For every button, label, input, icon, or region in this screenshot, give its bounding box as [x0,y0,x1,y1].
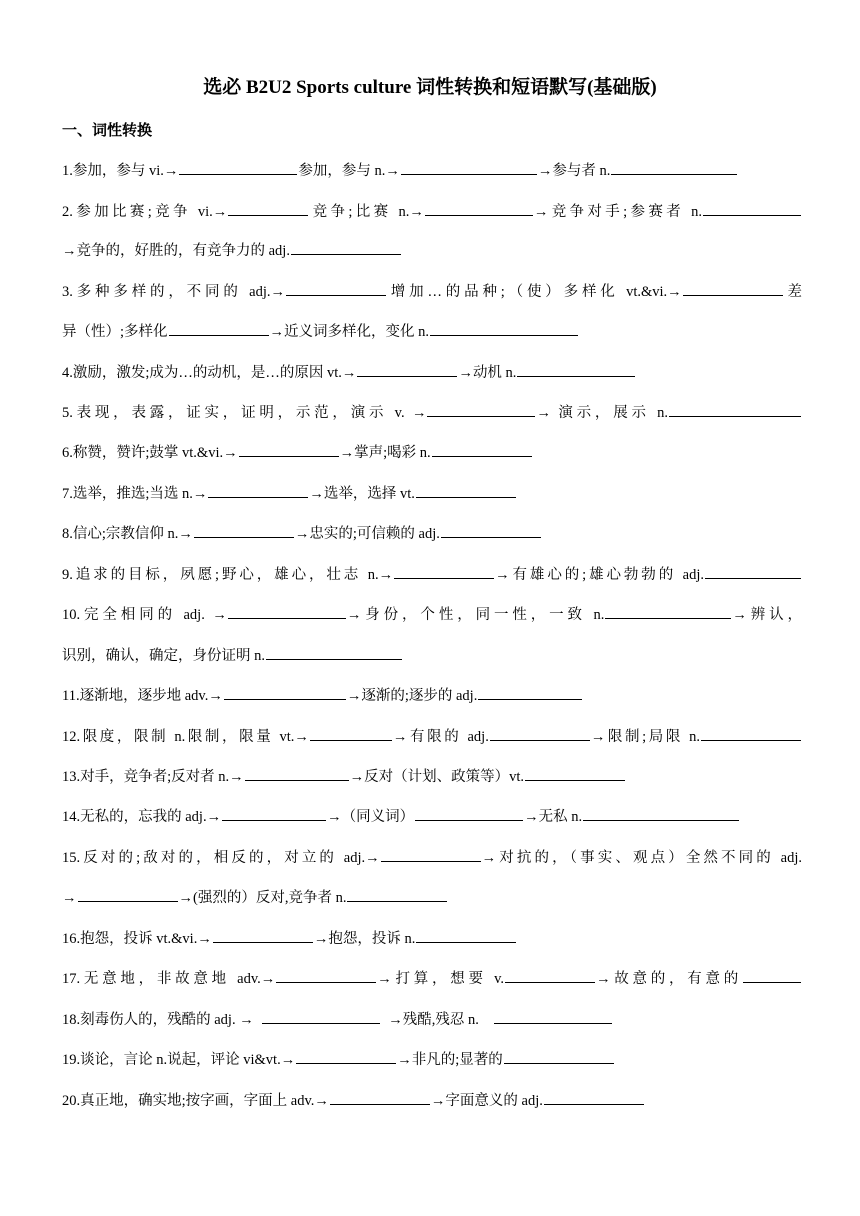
answer-blank[interactable] [357,362,457,377]
answer-blank[interactable] [478,685,582,700]
item-10: 10.完全相同的 adj. → →身份，个性，同一性，一致 n. →辨认， [62,604,802,625]
item-12: 12.限度，限制 n.限制，限量 vt.→ →有限的 adj. →限制;局限 n. [62,726,802,747]
answer-blank[interactable] [330,1090,430,1105]
answer-blank[interactable] [416,483,516,498]
answer-blank[interactable] [494,1009,612,1024]
answer-blank[interactable] [266,645,402,660]
answer-blank[interactable] [525,766,625,781]
answer-blank[interactable] [416,928,516,943]
item-16: 16.抱怨，投诉 vt.&vi.→ →抱怨，投诉 n. [62,928,802,949]
answer-blank[interactable] [427,402,535,417]
answer-blank[interactable] [291,240,401,255]
item-14: 14.无私的，忘我的 adj.→ →（同义词） →无私 n. [62,806,802,827]
answer-blank[interactable] [239,442,339,457]
item-2-cont: →竞争的，好胜的，有竞争力的 adj. [62,240,802,261]
answer-blank[interactable] [701,726,801,741]
answer-blank[interactable] [347,887,447,902]
item-17: 17.无意地，非故意地 adv.→ →打算，想要 v. →故意的，有意的 [62,968,802,989]
answer-blank[interactable] [683,281,783,296]
answer-blank[interactable] [544,1090,644,1105]
answer-blank[interactable] [286,281,386,296]
item-6: 6.称赞，赞许;鼓掌 vt.&vi.→ →掌声;喝彩 n. [62,442,802,463]
item-1: 1.参加，参与 vi.→ 参加，参与 n.→ →参与者 n. [62,160,802,181]
answer-blank[interactable] [669,402,801,417]
answer-blank[interactable] [425,201,533,216]
answer-blank[interactable] [222,806,326,821]
item-15-cont: → →(强烈的）反对,竞争者 n. [62,887,802,908]
answer-blank[interactable] [169,321,269,336]
answer-blank[interactable] [401,160,537,175]
answer-blank[interactable] [605,604,731,619]
answer-blank[interactable] [441,523,541,538]
item-18: 18.刻毒伤人的，残酷的 adj. → →残酷,残忍 n. [62,1009,802,1030]
answer-blank[interactable] [228,604,346,619]
item-11: 11.逐渐地，逐步地 adv.→ →逐渐的;逐步的 adj. [62,685,802,706]
item-3-cont: 异（性）;多样化 →近义词多样化，变化 n. [62,321,802,342]
answer-blank[interactable] [517,362,635,377]
answer-blank[interactable] [415,806,523,821]
answer-blank[interactable] [310,726,392,741]
section-heading: 一、词性转换 [62,123,153,139]
item-7: 7.选举，推选;当选 n.→ →选举，选择 vt. [62,483,802,504]
answer-blank[interactable] [228,201,308,216]
answer-blank[interactable] [705,564,801,579]
answer-blank[interactable] [743,968,801,983]
answer-blank[interactable] [296,1049,396,1064]
answer-blank[interactable] [78,887,178,902]
answer-blank[interactable] [262,1009,380,1024]
answer-blank[interactable] [611,160,737,175]
answer-blank[interactable] [490,726,590,741]
answer-blank[interactable] [276,968,376,983]
item-20: 20.真正地，确实地;按字画，字面上 adv.→ →字面意义的 adj. [62,1090,802,1111]
answer-blank[interactable] [504,1049,614,1064]
answer-blank[interactable] [381,847,481,862]
item-10-cont: 识别，确认，确定，身份证明 n. [62,645,802,666]
answer-blank[interactable] [394,564,494,579]
item-9: 9.追求的目标，夙愿;野心，雄心，壮志 n.→ →有雄心的;雄心勃勃的 adj. [62,564,802,585]
answer-blank[interactable] [224,685,346,700]
answer-blank[interactable] [703,201,801,216]
item-5: 5.表现，表露，证实，证明，示范，演示 v. → → 演示，展示 n. [62,402,802,423]
answer-blank[interactable] [430,321,578,336]
answer-blank[interactable] [179,160,297,175]
answer-blank[interactable] [208,483,308,498]
item-19: 19.谈论，言论 n.说起，评论 vi&vt.→ →非凡的;显著的 [62,1049,802,1070]
item-3: 3.多种多样的，不同的 adj.→ 增加…的品种;（使）多样化 vt.&vi.→ 差 [62,281,802,302]
answer-blank[interactable] [194,523,294,538]
item-4: 4.激励，激发;成为…的动机，是…的原因 vt.→ →动机 n. [62,362,802,383]
item-8: 8.信心;宗教信仰 n.→ →忠实的;可信赖的 adj. [62,523,802,544]
answer-blank[interactable] [432,442,532,457]
page-title: 选必 B2U2 Sports culture 词性转换和短语默写(基础版) [203,77,657,98]
item-2: 2.参加比赛;竞争 vi.→ 竞争;比赛 n.→ →竞争对手;参赛者 n. [62,201,802,222]
answer-blank[interactable] [583,806,739,821]
item-15: 15.反对的;敌对的，相反的，对立的 adj.→ →对抗的，（事实、观点）全然不同的 adj. [62,847,802,868]
answer-blank[interactable] [245,766,349,781]
answer-blank[interactable] [505,968,595,983]
item-13: 13.对手，竞争者;反对者 n.→ →反对（计划、政策等）vt. [62,766,802,787]
answer-blank[interactable] [213,928,313,943]
